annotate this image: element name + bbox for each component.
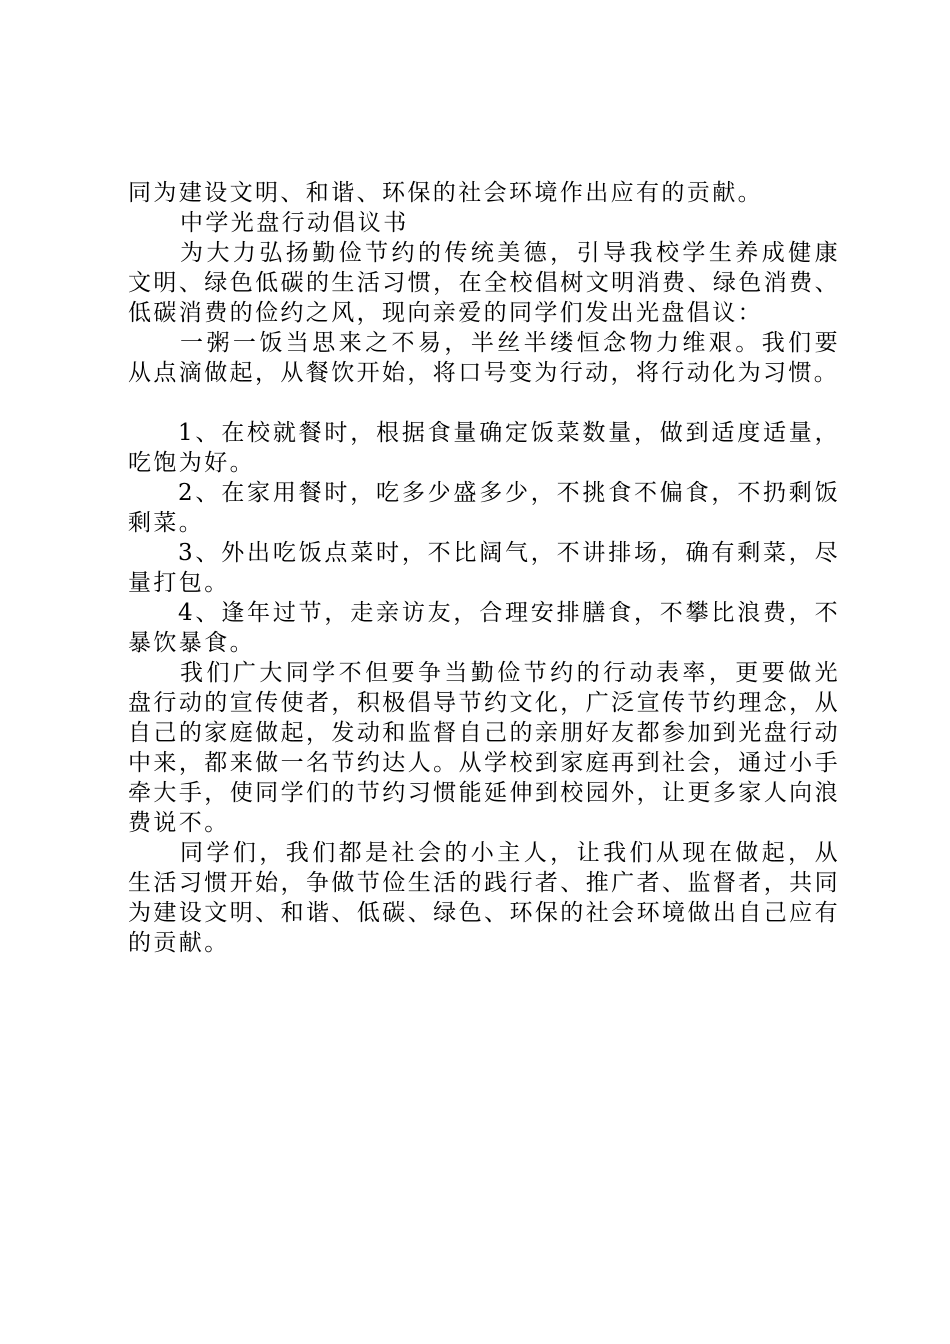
list-item-4: 4、逢年过节，走亲访友，合理安排膳食，不攀比浪费，不暴饮暴食。	[128, 600, 840, 656]
list-item-3: 3、外出吃饭点菜时，不比阔气，不讲排场，确有剩菜，尽量打包。	[128, 540, 840, 596]
list-item-1: 1、在校就餐时，根据食量确定饭菜数量，做到适度适量，吃饱为好。	[128, 420, 840, 476]
paragraph-continuation: 同为建设文明、和谐、环保的社会环境作出应有的贡献。	[128, 180, 763, 206]
document-body	[128, 178, 840, 958]
paragraph-closing: 同学们，我们都是社会的小主人，让我们从现在做起，从生活习惯开始，争做节俭生活的践行者、推广者、监督者，共同为建设文明、和谐、低碳、绿色、环保的社会环境做出自己应有的贡献。	[128, 840, 840, 956]
document-title: 中学光盘行动倡议书	[180, 210, 409, 236]
paragraph-motto: 一粥一饭当思来之不易，半丝半缕恒念物力维艰。我们要从点滴做起，从餐饮开始，将口号变为行动，将行动化为习惯。	[128, 330, 840, 386]
list-item-2: 2、在家用餐时，吃多少盛多少，不挑食不偏食，不扔剩饭剩菜。	[128, 480, 840, 536]
blank-line	[128, 388, 840, 418]
paragraph-promotion: 我们广大同学不但要争当勤俭节约的行动表率，更要做光盘行动的宣传使者，积极倡导节约文化，广泛宣传节约理念，从自己的家庭做起，发动和监督自己的亲朋好友都参加到光盘行动中来，都来做一名节约达人。从学校到家庭再到社会，通过小手牵大手，使同学们的节约习惯能延伸到校园外，让更多家人向浪费说不。	[128, 660, 840, 836]
paragraph-intro: 为大力弘扬勤俭节约的传统美德，引导我校学生养成健康文明、绿色低碳的生活习惯，在全校倡树文明消费、绿色消费、低碳消费的俭约之风，现向亲爱的同学们发出光盘倡议：	[128, 240, 840, 326]
